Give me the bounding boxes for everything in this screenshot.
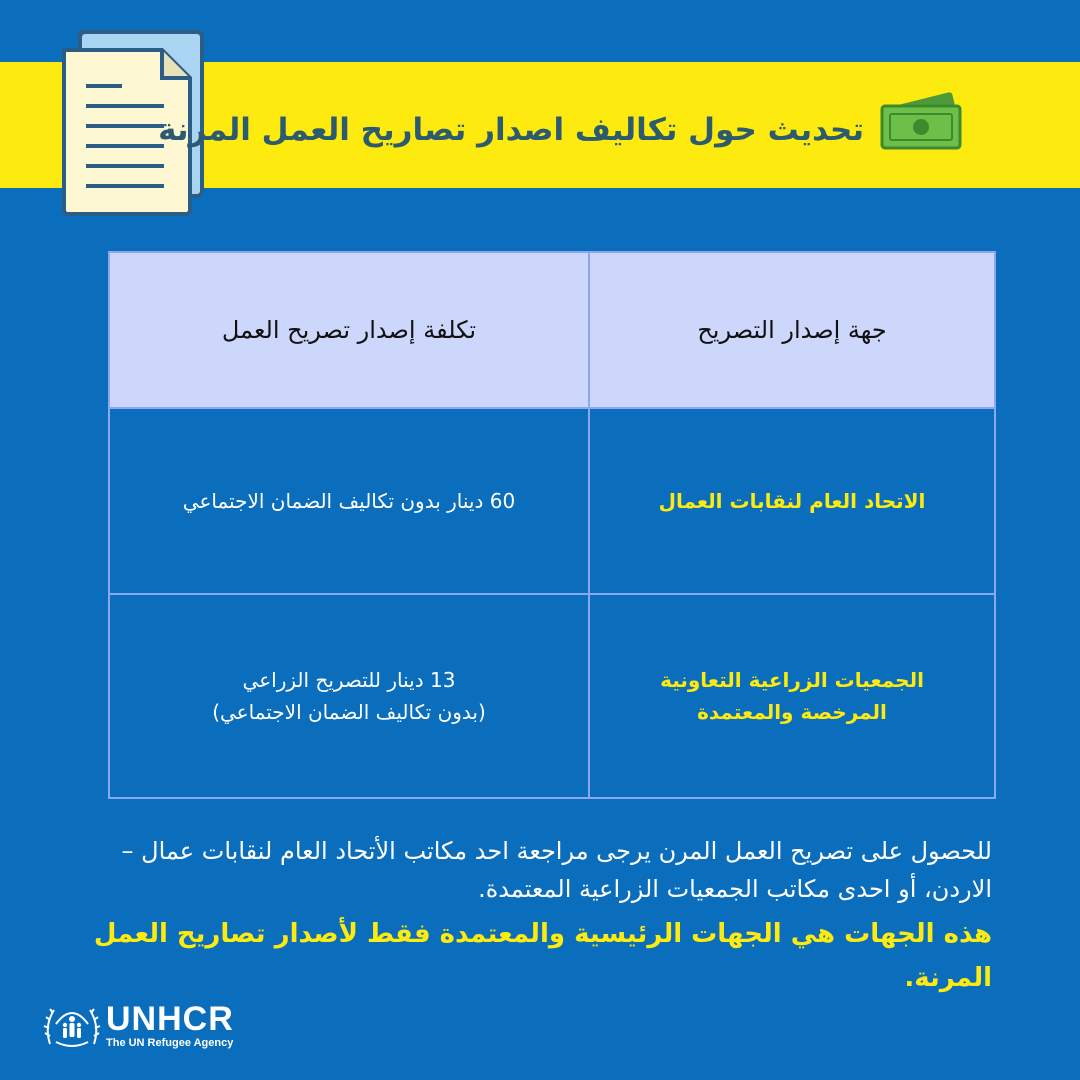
- cost-cell: [109, 594, 589, 798]
- issuer-line: المرخصة والمعتمدة: [697, 700, 887, 724]
- cost-line: (بدون تكاليف الضمان الاجتماعي): [212, 700, 486, 724]
- unhcr-logo: [42, 1000, 234, 1052]
- header-issuer: جهة إصدار التصريح: [589, 252, 995, 408]
- header-cost: تكلفة إصدار تصريح العمل: [109, 252, 589, 408]
- page-title: تحديث حول تكاليف اصدار تصاريح العمل المرنة: [158, 112, 864, 148]
- cost-line: 60 دينار بدون تكاليف الضمان الاجتماعي: [182, 489, 516, 513]
- cost-line: 13 دينار للتصريح الزراعي: [242, 668, 456, 692]
- issuer-line: الاتحاد العام لنقابات العمال: [658, 489, 926, 513]
- issuer-cell: [589, 408, 995, 594]
- cost-cell: [109, 408, 589, 594]
- unhcr-emblem-icon: [42, 1000, 102, 1052]
- table-row: [109, 408, 995, 594]
- logo-name: UNHCR: [106, 1000, 234, 1038]
- table-header-row: [109, 252, 995, 408]
- banknotes-icon: [876, 90, 966, 154]
- issuer-line: الجمعيات الزراعية التعاونية: [660, 668, 924, 692]
- issuer-cell: [589, 594, 995, 798]
- logo-tagline: The UN Refugee Agency: [106, 1037, 234, 1049]
- instructions-note: [88, 832, 992, 1000]
- table-row: [109, 594, 995, 798]
- highlight-text: هذه الجهات هي الجهات الرئيسية والمعتمدة فقط لأصدار تصاريح العمل المرنة.: [93, 919, 992, 993]
- instructions-text: للحصول على تصريح العمل المرن يرجى مراجعة احد مكاتب الأتحاد العام لنقابات عمال – الاردن، أو احدى مكاتب الجمعيات الزراعية المعتمدة.: [121, 837, 992, 903]
- permit-cost-table: [108, 251, 996, 799]
